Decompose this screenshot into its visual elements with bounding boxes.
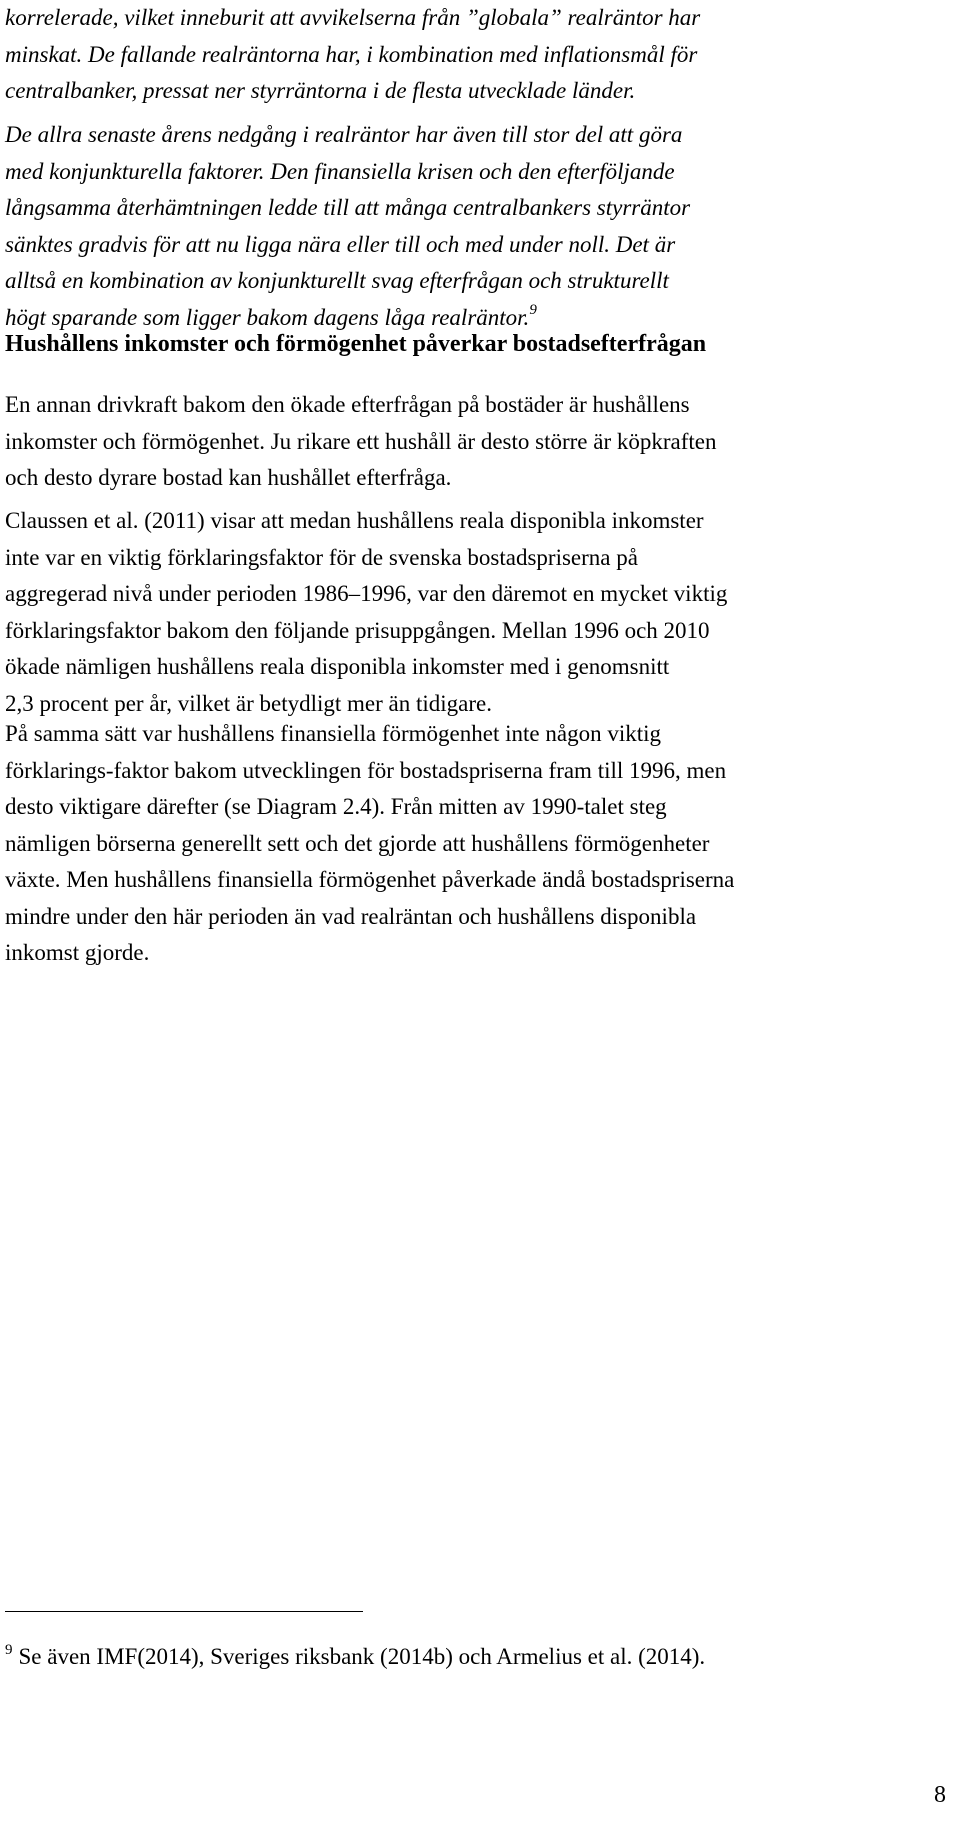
paragraph-finansiell-formogenhet: På samma sätt var hushållens finansiella förmögenhet inte någon viktig förklarings-faktor bakom utvecklingen för bostadspriserna fram till 1996, men desto viktigare därefter (se Diagram 2.4). Från mitten av 1990-talet steg nämligen börserna generellt sett och det gjorde att hushållens förmögenheter växte. Men hushållens finansiella förmögenhet påverkade ändå bostadspriserna mindre under den här perioden än vad realräntan och hushållens disponibla inkomst gjorde. (5, 721, 735, 965)
footnote-separator (5, 1611, 363, 1612)
footnote-text: Se även IMF(2014), Sveriges riksbank (2014b) och Armelius et al. (2014). (18, 1644, 706, 1669)
footnote-number: 9 (5, 1642, 13, 1658)
section-heading: Hushållens inkomster och förmögenhet påverkar bostadsefterfrågan (5, 331, 707, 357)
paragraph-claussen: Claussen et al. (2011) visar att medan hushållens reala disponibla inkomster inte var en viktig förklaringsfaktor för de svenska bostadspriserna på aggregerad nivå under perioden 1986–1996, var den däremot en mycket viktig förklaringsfaktor bakom den följande prisuppgången. Mellan 1996 och 2010 ökade nämligen hushållens reala disponibla inkomster med i genomsnitt 2,3 procent per år, vilket är betydligt mer än tidigare. (5, 508, 728, 716)
paragraph-realrantor-korrelerade: korrelerade, vilket inneburit att avvikelserna från ”globala” realräntor har minskat. De fallande realräntorna har, i kombination med inflationsmål för centralbanker, pressat ner styrräntorna i de flesta utvecklade länder. (5, 5, 701, 103)
paragraph-konjunkturella-faktorer (5, 117, 955, 336)
paragraph-konjunkturella-faktorer-text: De allra senaste årens nedgång i realräntor har även till stor del att göra med konjunkturella faktorer. Den finansiella krisen och den efterföljande långsamma återhämtningen ledde till att många centralbankers styrräntor sänktes gradvis för att nu ligga nära eller till och med under noll. Det är alltså en kombination av konjunkturellt svag efterfrågan och strukturellt högt sparande som ligger bakom dagens låga realräntor. (5, 122, 691, 330)
footnote (5, 1640, 705, 1674)
page-number: 8 (934, 1782, 946, 1808)
paragraph-hushallens-inkomster: En annan drivkraft bakom den ökade efterfrågan på bostäder är hushållens inkomster och förmögenhet. Ju rikare ett hushåll är desto större är köpkraften och desto dyrare bostad kan hushållet efterfråga. (5, 392, 717, 490)
footnote-reference[interactable]: 9 (529, 301, 537, 318)
